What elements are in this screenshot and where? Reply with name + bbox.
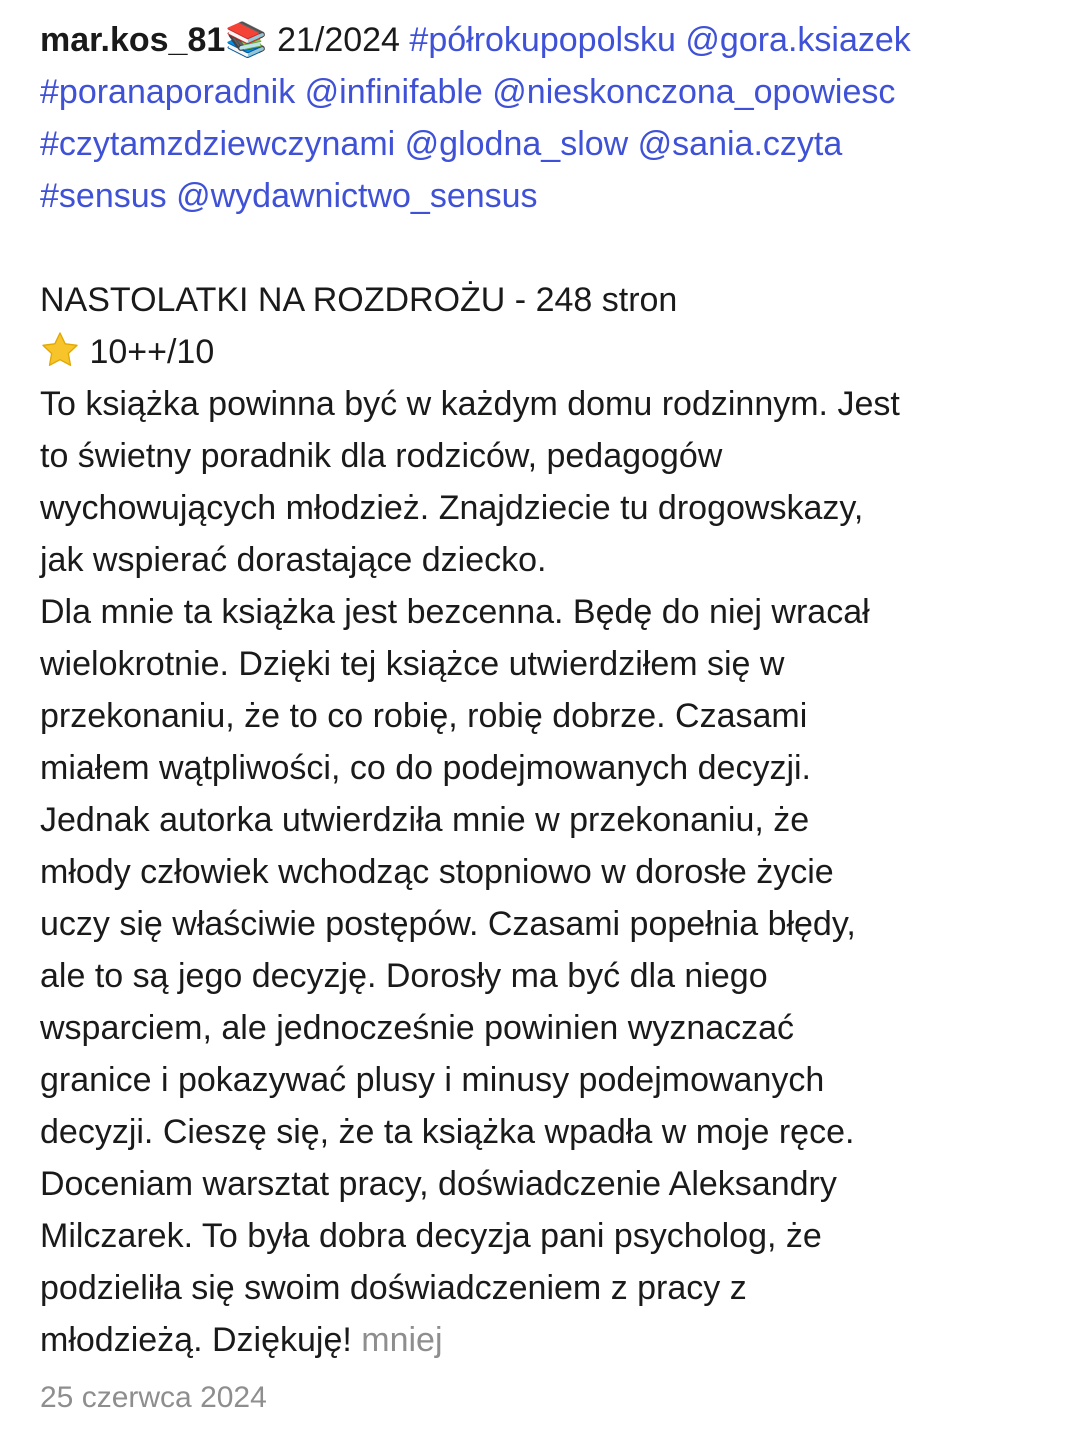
rating-value: 10++/10 <box>89 333 215 371</box>
review-text-line: wsparciem, ale jednocześnie powinien wyznaczać <box>40 1009 795 1047</box>
review-text-line: jak wspierać dorastające dziecko. <box>40 541 547 579</box>
review-text-line: przekonaniu, że to co robię, robię dobrze. Czasami <box>40 697 808 735</box>
tags-line <box>40 118 1050 170</box>
review-text-line: Jednak autorka utwierdziła mnie w przekonaniu, że <box>40 801 810 839</box>
show-less-link[interactable]: mniej <box>361 1321 443 1359</box>
hashtag-link[interactable]: #poranaporadnik <box>40 73 296 111</box>
review-closing-text: młodzieżą. Dziękuję! <box>40 1321 352 1359</box>
book-title-line: NASTOLATKI NA ROZDROŻU - 248 stron <box>40 281 678 319</box>
review-text-line: Dla mnie ta książka jest bezcenna. Będę do niej wracał <box>40 593 870 631</box>
hashtag-link[interactable]: #półrokupopolsku <box>409 21 676 59</box>
review-text-line: uczy się właściwie postępów. Czasami popełnia błędy, <box>40 905 856 943</box>
mention-link[interactable]: @wydawnictwo_sensus <box>176 177 538 215</box>
paragraph-gap <box>40 222 1050 274</box>
review-text-line: podzieliła się swoim doświadczeniem z pracy z <box>40 1269 747 1307</box>
username-link[interactable]: mar.kos_81 <box>40 21 226 59</box>
mention-link[interactable]: @glodna_slow <box>404 125 629 163</box>
post-date: 25 czerwca 2024 <box>40 1381 267 1414</box>
review-text-line: ale to są jego decyzję. Dorosły ma być dla niego <box>40 957 768 995</box>
review-text-line: młody człowiek wchodząc stopniowo w dorosłe życie <box>40 853 834 891</box>
review-text-line: Milczarek. To była dobra decyzja pani psycholog, że <box>40 1217 822 1255</box>
review-text-line: Doceniam warsztat pracy, doświadczenie Aleksandry <box>40 1165 837 1203</box>
review-text-line: To książka powinna być w każdym domu rodzinnym. Jest <box>40 385 900 423</box>
review-text-line: miałem wątpliwości, co do podejmowanych decyzji. <box>40 749 811 787</box>
tags-line <box>40 66 1050 118</box>
star-icon <box>40 330 80 370</box>
mention-link[interactable]: @sania.czyta <box>637 125 843 163</box>
review-text-line: wychowujących młodzież. Znajdziecie tu drogowskazy, <box>40 489 864 527</box>
books-emoji: 📚 <box>225 21 268 59</box>
rating-line <box>40 326 1050 378</box>
tags-line <box>40 170 1050 222</box>
mention-link[interactable]: @infinifable <box>304 73 483 111</box>
mention-link[interactable]: @gora.ksiazek <box>685 21 911 59</box>
caption-header-line <box>40 14 1050 66</box>
hashtag-link[interactable]: #czytamzdziewczynami <box>40 125 396 163</box>
review-text-line: to świetny poradnik dla rodziców, pedagogów <box>40 437 723 475</box>
review-last-line <box>40 1314 1050 1366</box>
post-caption <box>40 14 1050 1366</box>
hashtag-link[interactable]: #sensus <box>40 177 167 215</box>
mention-link[interactable]: @nieskonczona_opowiesc <box>492 73 896 111</box>
review-text-line: granice i pokazywać plusy i minusy podejmowanych <box>40 1061 825 1099</box>
review-text-line: wielokrotnie. Dzięki tej książce utwierdziłem się w <box>40 645 785 683</box>
review-text-line: decyzji. Cieszę się, że ta książka wpadła w moje ręce. <box>40 1113 855 1151</box>
post-counter: 21/2024 <box>277 21 400 59</box>
review-body <box>40 378 1050 1314</box>
